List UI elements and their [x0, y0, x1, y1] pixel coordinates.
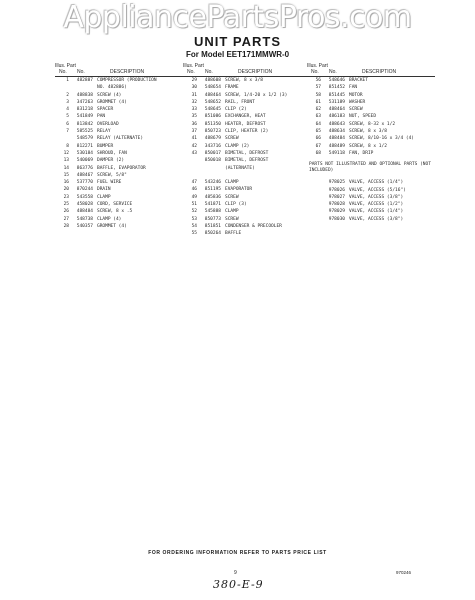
model-prefix: For Model: [186, 50, 225, 59]
illus-no-cell: 41: [191, 136, 197, 142]
part-no-cell: 545888: [204, 209, 221, 215]
header-illus-no: No.: [187, 69, 195, 75]
part-no-cell: 850773: [204, 216, 221, 222]
description-cell: SCREW: [225, 216, 239, 222]
document-number: 970246: [396, 570, 412, 575]
part-row: [55, 165, 187, 172]
part-row: [183, 121, 311, 128]
part-row: [307, 92, 435, 99]
illus-no-cell: 4: [66, 107, 69, 113]
description-cell: SCREW: [225, 194, 239, 200]
description-cell: BUMPER: [97, 143, 114, 149]
header-illus-part: Illus. Part: [183, 63, 204, 69]
header-illus-part: Illus. Part: [307, 63, 328, 69]
illus-no-cell: 12: [63, 150, 69, 156]
part-no-cell: 851350: [204, 121, 221, 127]
part-no-cell: 488679: [204, 136, 221, 142]
description-cell: SPACER: [97, 107, 114, 113]
illus-no-cell: 20: [63, 187, 69, 193]
part-no-cell: 850723: [204, 129, 221, 135]
description-cell: COMPRESSOR (PRODUCTION: [97, 78, 157, 83]
part-row: [183, 172, 311, 179]
description-cell: NO. 482886): [97, 85, 127, 91]
illus-no-cell: 64: [315, 121, 321, 127]
description-cell: VALVE, ACCESS (1/4"): [349, 180, 404, 186]
part-no-cell: 978025: [328, 180, 345, 186]
part-row: [55, 186, 187, 193]
part-no-cell: 548646: [328, 78, 345, 83]
description-cell: NUT, SPEED: [349, 114, 377, 120]
part-row: [307, 194, 435, 201]
part-no-cell: 850264: [204, 231, 221, 237]
description-cell: GROMMET (4): [97, 223, 127, 229]
illus-no-cell: [55, 135, 69, 142]
parts-list: [55, 77, 187, 230]
description-cell: DRAIN: [97, 187, 111, 193]
illus-no-cell: 35: [191, 114, 197, 120]
part-row: [183, 223, 311, 230]
illus-no-cell: 68: [315, 150, 321, 156]
illus-no-cell: 31: [191, 92, 197, 98]
illus-no-cell: 51: [191, 202, 197, 208]
illus-no-cell: [307, 179, 321, 186]
description-cell: CLIP, HEATER (2): [225, 129, 269, 135]
illus-no-cell: 8: [66, 143, 69, 149]
description-cell: RELAY (ALTERNATE): [97, 136, 144, 142]
part-no-cell: 482887: [76, 78, 93, 83]
part-no-cell: 978030: [328, 216, 345, 222]
description-cell: OVERLOAD: [97, 121, 119, 127]
part-no-cell: 488634: [328, 129, 345, 135]
illus-no-cell: 36: [191, 121, 197, 127]
part-row: [55, 135, 187, 142]
part-no-cell: 488484: [76, 209, 93, 215]
illus-no-cell: 57: [315, 85, 321, 91]
illus-no-cell: [183, 165, 197, 172]
part-no-cell: 343716: [204, 143, 221, 149]
header-rule: [55, 76, 187, 77]
part-row: [183, 157, 311, 164]
description-cell: SCREW, 8 x 3/8: [225, 78, 263, 83]
description-cell: BIMETAL, DEFROST: [225, 150, 269, 156]
description-cell: SCREW (4): [97, 92, 122, 98]
parts-list: [307, 77, 435, 157]
illus-no-cell: 37: [191, 129, 197, 135]
part-no-cell: 978027: [328, 194, 345, 200]
part-row: [183, 99, 311, 106]
illus-no-cell: 47: [191, 180, 197, 186]
part-row: [55, 194, 187, 201]
optional-parts-list: [307, 179, 435, 223]
header-illus-no: No.: [311, 69, 319, 75]
page-number: 9: [234, 570, 237, 576]
header-illus-part: Illus. Part: [55, 63, 76, 69]
part-no-cell: 585525: [76, 129, 93, 135]
description-cell: BAFFLE: [225, 231, 242, 237]
part-row: [183, 150, 311, 157]
part-row: [55, 92, 187, 99]
description-cell: SCREW, 8-32 x 1/2: [349, 121, 396, 127]
part-no-cell: 488484: [328, 136, 345, 142]
header-illus-no: No.: [59, 69, 67, 75]
description-cell: SCREW, 1/4-20 x 1/2 (3): [225, 92, 288, 98]
description-cell: PAN: [97, 114, 106, 120]
description-cell: DAMPER (2): [97, 158, 125, 164]
parts-column-3: [307, 63, 435, 223]
header-part-no: No.: [205, 69, 213, 75]
description-cell: EXCHANGER, HEAT: [225, 114, 266, 120]
part-no-cell: 549118: [328, 150, 345, 156]
header-description: DESCRIPTION: [238, 69, 273, 75]
description-cell: SCREW, 8/10-16 x 3/4 (4): [349, 136, 415, 142]
part-row: [55, 128, 187, 135]
part-no-cell: 485836: [204, 194, 221, 200]
part-row: [55, 216, 187, 223]
part-row: [55, 77, 187, 84]
part-no-cell: 488608: [204, 78, 221, 83]
illus-no-cell: 53: [191, 216, 197, 222]
site-watermark-banner: AppliancePartsPros.com: [63, 0, 412, 35]
column-header: [183, 63, 311, 77]
description-cell: EVAPORATOR: [225, 187, 253, 193]
part-no-cell: 458028: [76, 202, 93, 208]
description-cell: SCREW: [225, 136, 239, 142]
part-row: [307, 99, 435, 106]
description-cell: CLIP (2): [225, 107, 247, 113]
part-row: [183, 208, 311, 215]
illus-no-cell: 25: [63, 202, 69, 208]
illus-no-cell: 29: [191, 78, 197, 83]
part-no-cell: 863776: [76, 165, 93, 171]
illus-no-cell: 32: [191, 99, 197, 105]
description-cell: RAIL, FRONT: [225, 99, 255, 105]
illus-no-cell: 56: [315, 78, 321, 83]
illus-no-cell: 26: [63, 209, 69, 215]
description-cell: VALVE, ACCESS (1/4"): [349, 209, 404, 215]
part-row: [307, 121, 435, 128]
illus-no-cell: 7: [66, 129, 69, 135]
part-row: [183, 179, 311, 186]
part-row: [183, 165, 311, 172]
part-row: [55, 179, 187, 186]
parts-column-2: [183, 63, 311, 238]
header-rule: [183, 76, 311, 77]
illus-no-cell: 65: [315, 129, 321, 135]
illus-no-cell: 14: [63, 165, 69, 171]
illus-no-cell: 3: [66, 99, 69, 105]
part-row: [307, 216, 435, 223]
part-row: [55, 223, 187, 230]
part-no-cell: 488464: [328, 107, 345, 113]
part-no-cell: 851445: [328, 92, 345, 98]
part-row: [55, 150, 187, 157]
part-no-cell: 831218: [76, 107, 93, 113]
description-cell: GROMMET (4): [97, 99, 127, 105]
part-row: [183, 106, 311, 113]
description-cell: FAN: [349, 85, 358, 91]
part-row: [307, 113, 435, 120]
part-no-cell: 541871: [204, 202, 221, 208]
part-no-cell: 978026: [328, 187, 345, 193]
illus-no-cell: 43: [191, 150, 197, 156]
part-no-cell: 543558: [76, 194, 93, 200]
description-cell: [225, 172, 311, 179]
part-no-cell: 548738: [76, 216, 93, 222]
part-no-cell: 488464: [204, 92, 221, 98]
illus-no-cell: 49: [191, 194, 197, 200]
description-cell: SCREW: [349, 107, 363, 113]
illus-no-cell: [307, 208, 321, 215]
description-cell: SCREW, 8 x 3/8: [349, 129, 387, 135]
description-cell: CLAMP: [225, 209, 239, 215]
illus-no-cell: 67: [315, 143, 321, 149]
illus-no-cell: 58: [315, 92, 321, 98]
illus-no-cell: 54: [191, 223, 197, 229]
description-cell: FRAME: [225, 85, 239, 91]
part-no-cell: 978028: [328, 202, 345, 208]
illus-no-cell: [307, 201, 321, 208]
part-no-cell: 978029: [328, 209, 345, 215]
part-no-cell: 851452: [328, 85, 345, 91]
part-no-cell: 548654: [204, 85, 221, 91]
illus-no-cell: 13: [63, 158, 69, 164]
description-cell: CLAMP: [225, 180, 239, 186]
illus-no-cell: 66: [315, 136, 321, 142]
part-row: [183, 128, 311, 135]
description-cell: BAFFLE, EVAPORATOR: [97, 165, 146, 171]
part-no-cell: 347263: [76, 99, 93, 105]
part-row: [55, 157, 187, 164]
part-row: [183, 113, 311, 120]
part-no-cell: 548652: [204, 99, 221, 105]
description-cell: FUEL WIRE: [97, 180, 122, 186]
illus-no-cell: [55, 84, 69, 91]
illus-no-cell: 2: [66, 92, 69, 98]
illus-no-cell: 52: [191, 209, 197, 215]
description-cell: VALVE, ACCESS (1/2"): [349, 202, 404, 208]
part-no-cell: 870244: [76, 187, 93, 193]
description-cell: WASHER: [349, 99, 366, 105]
part-row: [307, 84, 435, 91]
illus-no-cell: 27: [63, 216, 69, 222]
model-number: EET171MMWR-0: [226, 50, 290, 59]
part-row: [55, 143, 187, 150]
column-header: [55, 63, 187, 77]
illus-no-cell: 16: [63, 180, 69, 186]
illus-no-cell: [183, 157, 197, 164]
illus-no-cell: 5: [66, 114, 69, 120]
description-cell: SCREW, 5/8": [97, 172, 127, 178]
part-row: [55, 208, 187, 215]
part-row: [307, 208, 435, 215]
description-cell: HEATER, DEFROST: [225, 121, 266, 127]
part-row: [55, 84, 187, 91]
description-cell: RELAY: [97, 129, 111, 135]
illus-no-cell: [183, 172, 197, 179]
part-row: [307, 187, 435, 194]
part-no-cell: 851086: [204, 114, 221, 120]
part-no-cell: 813842: [76, 121, 93, 127]
model-line: [186, 50, 289, 59]
description-cell: (ALTERNATE): [225, 165, 255, 171]
part-no-cell: 541849: [76, 114, 93, 120]
part-no-cell: 548579: [76, 136, 93, 142]
part-row: [55, 172, 187, 179]
illus-no-cell: 30: [191, 85, 197, 91]
header-part-no: No.: [77, 69, 85, 75]
part-no-cell: 850017: [204, 150, 221, 156]
illus-no-cell: [307, 187, 321, 194]
part-no-cell: 851851: [204, 223, 221, 229]
parts-list: [183, 77, 311, 238]
illus-no-cell: 55: [191, 231, 197, 237]
illus-no-cell: 33: [191, 107, 197, 113]
part-no-cell: 537770: [76, 180, 93, 186]
part-row: [183, 77, 311, 84]
part-no-cell: 540069: [76, 158, 93, 164]
description-cell: CLAMP (4): [97, 216, 122, 222]
part-row: [55, 106, 187, 113]
part-no-cell: [197, 165, 225, 172]
handwritten-annotation: 380-E-9: [213, 578, 264, 591]
illus-no-cell: 6: [66, 121, 69, 127]
part-row: [307, 201, 435, 208]
part-row: [307, 143, 435, 150]
part-no-cell: 488489: [328, 143, 345, 149]
part-row: [183, 230, 311, 237]
description-cell: FAN, DRIP: [349, 150, 374, 156]
description-cell: VALVE, ACCESS (5/16"): [349, 187, 406, 193]
part-no-cell: 488467: [76, 172, 93, 178]
part-row: [183, 84, 311, 91]
illus-no-cell: 23: [63, 194, 69, 200]
part-no-cell: 486183: [328, 114, 345, 120]
description-cell: CLIP (3): [225, 202, 247, 208]
header-rule: [307, 76, 435, 77]
part-row: [307, 179, 435, 186]
part-row: [307, 77, 435, 84]
part-row: [55, 99, 187, 106]
part-no-cell: [69, 84, 97, 91]
illus-no-cell: 15: [63, 172, 69, 178]
illus-no-cell: [307, 216, 321, 223]
part-no-cell: 812271: [76, 143, 93, 149]
part-row: [183, 194, 311, 201]
illus-no-cell: 61: [315, 99, 321, 105]
description-cell: CONDENSER & PRECOOLER: [225, 223, 282, 229]
part-row: [183, 92, 311, 99]
illus-no-cell: 1: [66, 78, 69, 83]
header-description: DESCRIPTION: [110, 69, 145, 75]
part-row: [55, 201, 187, 208]
part-no-cell: 488838: [76, 92, 93, 98]
part-no-cell: 548645: [204, 107, 221, 113]
part-row: [307, 106, 435, 113]
description-cell: CLAMP (2): [225, 143, 250, 149]
description-cell: BRACKET: [349, 78, 368, 83]
ordering-info-footer: FOR ORDERING INFORMATION REFER TO PARTS PRICE LIST: [148, 550, 327, 556]
part-no-cell: 850018: [204, 158, 221, 164]
header-part-no: No.: [329, 69, 337, 75]
part-row: [307, 150, 435, 157]
part-no-cell: 851195: [204, 187, 221, 193]
part-row: [55, 121, 187, 128]
part-row: [183, 135, 311, 142]
part-row: [183, 186, 311, 193]
description-cell: MOTOR: [349, 92, 363, 98]
part-row: [307, 135, 435, 142]
illus-no-cell: 63: [315, 114, 321, 120]
description-cell: BIMETAL, DEFROST: [225, 158, 269, 164]
illus-no-cell: 46: [191, 187, 197, 193]
parts-column-1: [55, 63, 187, 230]
part-row: [183, 143, 311, 150]
part-no-cell: 530184: [76, 150, 93, 156]
part-row: [183, 201, 311, 208]
description-cell: CLAMP: [97, 194, 111, 200]
part-no-cell: 543246: [204, 180, 221, 186]
description-cell: SHROUD, FAN: [97, 150, 127, 156]
illus-no-cell: [307, 194, 321, 201]
column-header: [307, 63, 435, 77]
page-title: UNIT PARTS: [193, 34, 282, 49]
part-no-cell: 488643: [328, 121, 345, 127]
description-cell: CORD, SERVICE: [97, 202, 133, 208]
part-row: [307, 128, 435, 135]
part-row: [183, 216, 311, 223]
part-no-cell: [197, 172, 225, 179]
part-no-cell: 531189: [328, 99, 345, 105]
description-cell: VALVE, ACCESS (3/8"): [349, 194, 404, 200]
description-cell: SCREW, 8 x .5: [97, 209, 133, 215]
optional-parts-note: PARTS NOT ILLUSTRATED AND OPTIONAL PARTS (NOT INCLUDED): [309, 162, 431, 174]
illus-no-cell: 28: [63, 223, 69, 229]
description-cell: VALVE, ACCESS (3/8"): [349, 216, 404, 222]
illus-no-cell: 42: [191, 143, 197, 149]
description-cell: SCREW, 8 x 1/2: [349, 143, 387, 149]
part-row: [55, 113, 187, 120]
illus-no-cell: 62: [315, 107, 321, 113]
header-description: DESCRIPTION: [362, 69, 397, 75]
part-no-cell: 540357: [76, 223, 93, 229]
